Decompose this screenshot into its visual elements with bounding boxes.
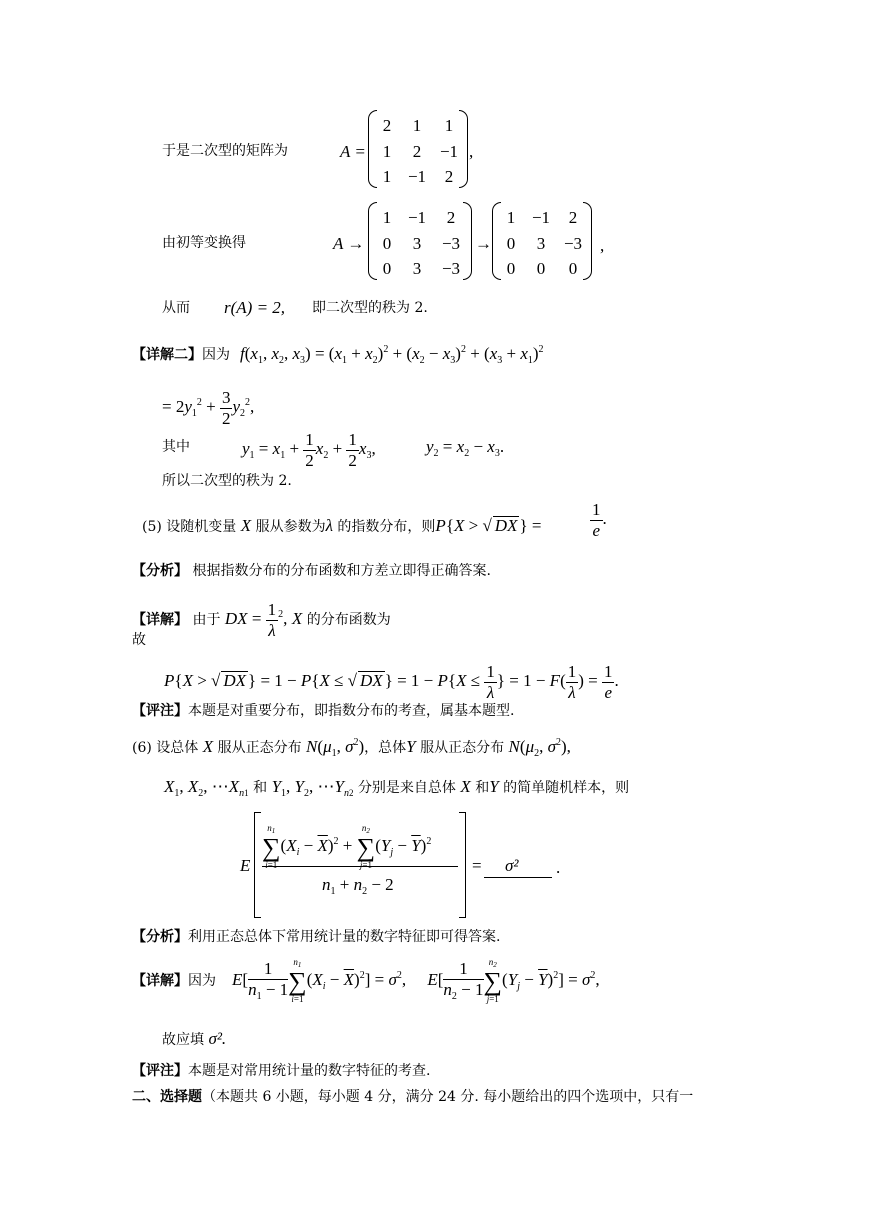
matrix-c-cell: −3: [563, 234, 583, 253]
q6-denominator: $n_1 + n_2 - 2$: [322, 875, 394, 897]
q6-statement: (6) 设总体 X 服从正态分布 $N(\mu_1$, $\sigma^2$)，总体Y 服从正态分布 $N(\mu_2$, $\sigma^2$),: [132, 737, 571, 759]
q5-so: 故: [132, 632, 146, 648]
q5-comment: 【评注】本题是对重要分布，即指数分布的考查，属基本题型.: [132, 703, 515, 719]
q6-period: .: [556, 858, 561, 877]
matrix-a-cell: 1: [382, 167, 392, 186]
matrix-b-cell: 2: [446, 208, 456, 227]
matrix-b-cell: 3: [412, 234, 422, 253]
detail2-f-expr: $f(x_1$, $x_2$, $x_3) = (x_1 + x_2)^2 + (x_2 - x_3)^2 + (x_3 + x_1)^2$: [240, 344, 544, 366]
matrix-a: [368, 110, 468, 188]
q6-answer: σ²: [505, 856, 519, 875]
quad-matrix-label: 于是二次型的矩阵为: [162, 143, 288, 159]
rank-conclusion: 即二次型的秩为 2.: [312, 300, 428, 316]
section2-desc: （本题共 6 小题，每小题 4 分，满分 24 分. 每小题给出的四个选项中，只有一: [202, 1089, 694, 1105]
q6-fill: 故应填 σ².: [162, 1029, 227, 1048]
matrix-a-comma: ,: [469, 142, 474, 161]
matrix-c-cell: 0: [506, 259, 516, 278]
section2-line: [132, 1090, 693, 1104]
matrix-a-name: A =: [340, 142, 366, 161]
detail2-y-expr: = $2y_1^2$ + $\frac{3}{2}$ $y_2^2$,: [162, 388, 255, 428]
matrix-c-cell: 1: [506, 208, 516, 227]
matrix-b-cell: 1: [382, 208, 392, 227]
matrix-c-cell: 0: [536, 259, 546, 278]
matrix-a-cell: 2: [382, 116, 392, 135]
q6-equals: =: [472, 856, 482, 875]
matrix-a-cell: 1: [444, 116, 454, 135]
q6-detail-label: 【详解】因为: [132, 973, 216, 989]
q6-comment: 【评注】本题是对常用统计量的数字特征的考查.: [132, 1063, 431, 1079]
matrix-a-cell: −1: [439, 142, 459, 161]
q5-result-expr: P{X > √ DX } = 1 − P{X ≤ √ DX } = 1 − P{X ≤ $\frac{1}{\lambda}$ } = 1 − F( $\frac{1}{\lambda}$ ) = $\frac{1}{e}$ .: [164, 662, 619, 702]
matrix-b-cell: 0: [382, 259, 392, 278]
q6-analysis: 【分析】利用正态总体下常用统计量的数字特征即可得答案.: [132, 929, 501, 945]
matrix-c-cell: −1: [531, 208, 551, 227]
matrix-b-cell: 0: [382, 234, 392, 253]
q5-detail: 【详解】 由于 DX = $\frac{1}{\lambda}$ $^2$, X 的分布函数为: [132, 600, 391, 640]
detail2-because: 因为: [202, 347, 230, 363]
q6-answer-blank: [484, 877, 552, 878]
q6-E: E: [240, 856, 251, 875]
matrix-a-cell: 1: [382, 142, 392, 161]
matrix-a-cell: 1: [412, 116, 422, 135]
coef-2: 2: [175, 396, 185, 416]
matrix-c-cell: 3: [536, 234, 546, 253]
q6-detail-expr: E[ $\frac{1}{n_1 - 1}$ $n_1$ ∑ i=1 $(X_i - \overline{X})^2] = \sigma^2$, E[ $\frac{1}{n_2 - 1}$ $n_2$ ∑ j=1 $(Y_j - \overline{Y})^2] = \sigma^2$,: [232, 957, 600, 1004]
matrix-c: [492, 202, 592, 280]
elim-a-name: A →: [333, 234, 365, 253]
q5-statement: (5) 设随机变量 X 服从参数为λ 的指数分布，则P{X > √ DX } =: [142, 516, 542, 535]
where-label: 其中: [162, 439, 190, 455]
matrix-c-cell: 0: [568, 259, 578, 278]
matrix-b-cell: 3: [412, 259, 422, 278]
matrix-a-cell: −1: [407, 167, 427, 186]
matrix-c-cell: 2: [568, 208, 578, 227]
matrix-b-cell: −3: [441, 259, 461, 278]
q5-answer: $\frac{1}{e}$ .: [592, 500, 607, 540]
rank-expr: r(A) = 2,: [224, 298, 286, 317]
matrix-a-cell: 2: [444, 167, 454, 186]
detail2-tag: 【详解二】: [132, 347, 202, 363]
coef-frac: $\frac{3}{2}$: [221, 388, 231, 428]
q6-samples: $X_1$, $X_2$, $\cdots X_{n1}$ 和 $Y_1$, $Y_2$, $\cdots Y_{n2}$ 分别是来自总体 X 和Y 的简单随机样本，则: [164, 777, 630, 799]
matrix-b-cell: −3: [441, 234, 461, 253]
q6-frac-line: [262, 866, 458, 867]
elim-label: 由初等变换得: [162, 235, 246, 251]
matrix-c-comma: ,: [600, 236, 605, 255]
matrix-b: [368, 202, 472, 280]
y1-definition: $y_1 = x_1$ + $\frac{1}{2}$ $x_2$ + $\frac{1}{2}$ $x_3$,: [242, 430, 376, 470]
y2-definition: $y_2 = x_2 - x_3$.: [426, 437, 505, 459]
q5-analysis: 【分析】 根据指数分布的分布函数和方差立即得正确答案.: [132, 563, 491, 579]
section2-heading: 二、选择题: [132, 1089, 202, 1105]
detail2-rank-line: 所以二次型的秩为 2.: [162, 473, 292, 489]
matrix-b-cell: −1: [407, 208, 427, 227]
matrix-c-cell: 0: [506, 234, 516, 253]
detail2-heading: [132, 348, 230, 362]
matrix-arrow: →: [475, 234, 492, 253]
matrix-a-cell: 2: [412, 142, 422, 161]
q6-numerator: $n_1$ ∑ i=1 $(X_i - \overline{X})^2$ + $n_2$ ∑ j=1 $(Y_j - \overline{Y})^2$: [262, 823, 432, 870]
detail2-comma: ,: [250, 396, 255, 416]
thus-label: 从而: [162, 300, 190, 316]
